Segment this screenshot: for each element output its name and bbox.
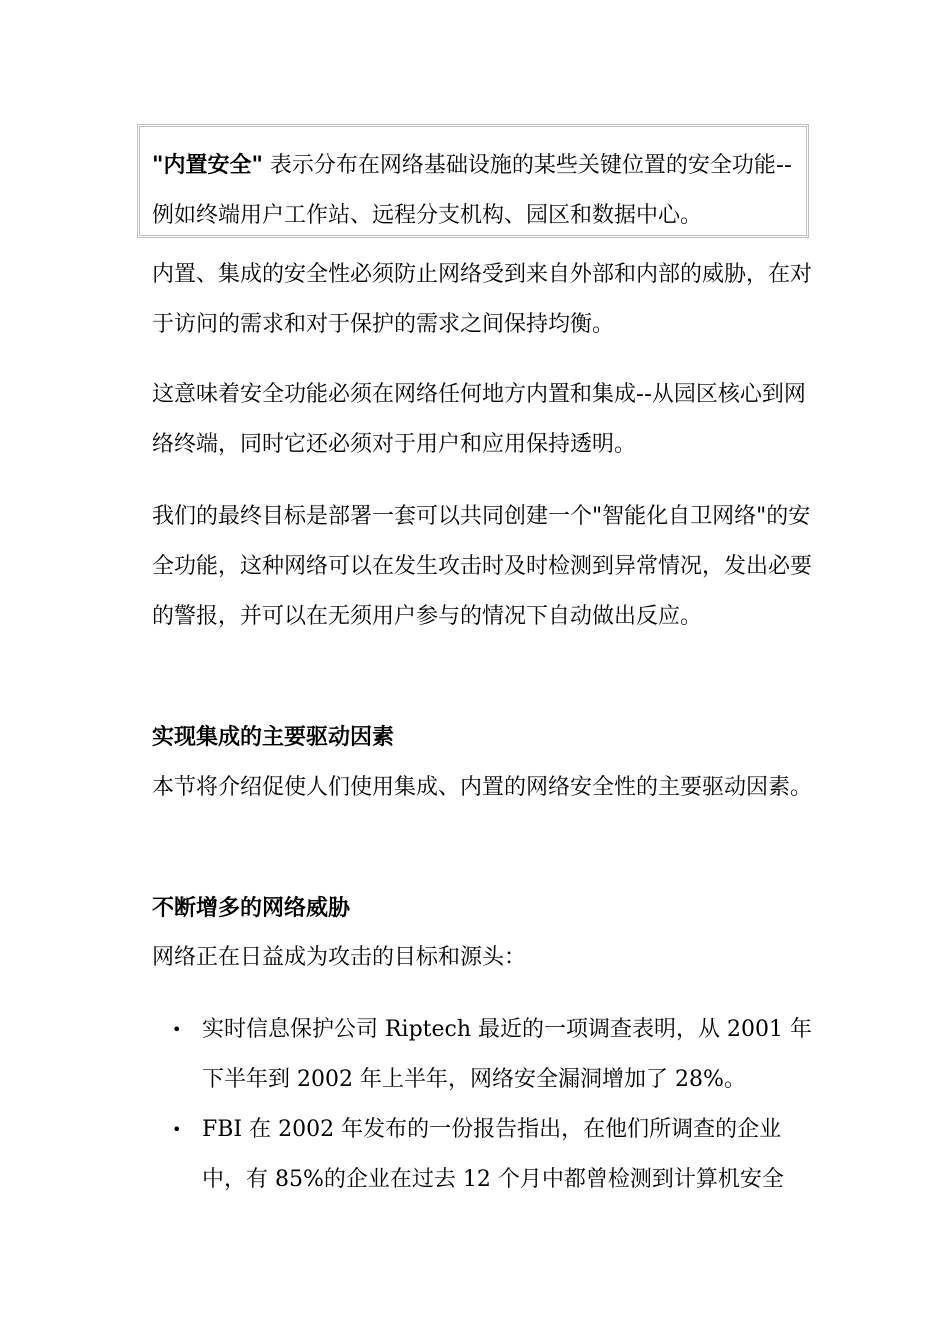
paragraph-drivers-intro: 本节将介绍促使人们使用集成、内置的网络安全性的主要驱动因素。 xyxy=(152,775,813,800)
bullet-text: FBI 在 2002 年发布的一份报告指出，在他们所调查的企业中，有 85%的企业在过去 12 个月中都曾检测到计算机安全 xyxy=(202,1117,784,1192)
paragraph-built-in-everywhere: 这意味着安全功能必须在网络任何地方内置和集成--从园区核心到网络终端，同时它还必须对于用户和应用保持透明。 xyxy=(152,382,806,457)
bullet-text: 实时信息保护公司 Riptech 最近的一项调查表明，从 2001 年下半年到 2002 年上半年，网络安全漏洞增加了 28%。 xyxy=(202,1017,812,1092)
section-heading-drivers: 实现集成的主要驱动因素 xyxy=(152,725,395,750)
paragraph-threats-intro: 网络正在日益成为攻击的目标和源头： xyxy=(152,945,527,970)
paragraph-final-goal: 我们的最终目标是部署一套可以共同创建一个"智能化自卫网络"的安全功能，这种网络可以在发生攻击时及时检测到异常情况，发出必要的警报，并可以在无须用户参与的情况下自动做出反应。 xyxy=(152,504,813,629)
callout-text: 表示分布在网络基础设施的某些关键位置的安全功能--例如终端用户工作站、远程分支机构、园区和数据中心。 xyxy=(152,153,792,228)
callout-term: "内置安全" xyxy=(152,153,263,178)
list-item xyxy=(152,1005,812,1105)
bullet-icon: • xyxy=(172,1020,182,1039)
threat-bullet-list xyxy=(152,1005,812,1205)
definition-callout-box xyxy=(137,124,809,238)
list-item xyxy=(152,1105,812,1205)
bullet-icon: • xyxy=(172,1120,182,1139)
paragraph-integrated-security: 内置、集成的安全性必须防止网络受到来自外部和内部的威胁，在对于访问的需求和对于保护的需求之间保持均衡。 xyxy=(152,262,813,337)
section-heading-threats: 不断增多的网络威胁 xyxy=(152,896,351,921)
